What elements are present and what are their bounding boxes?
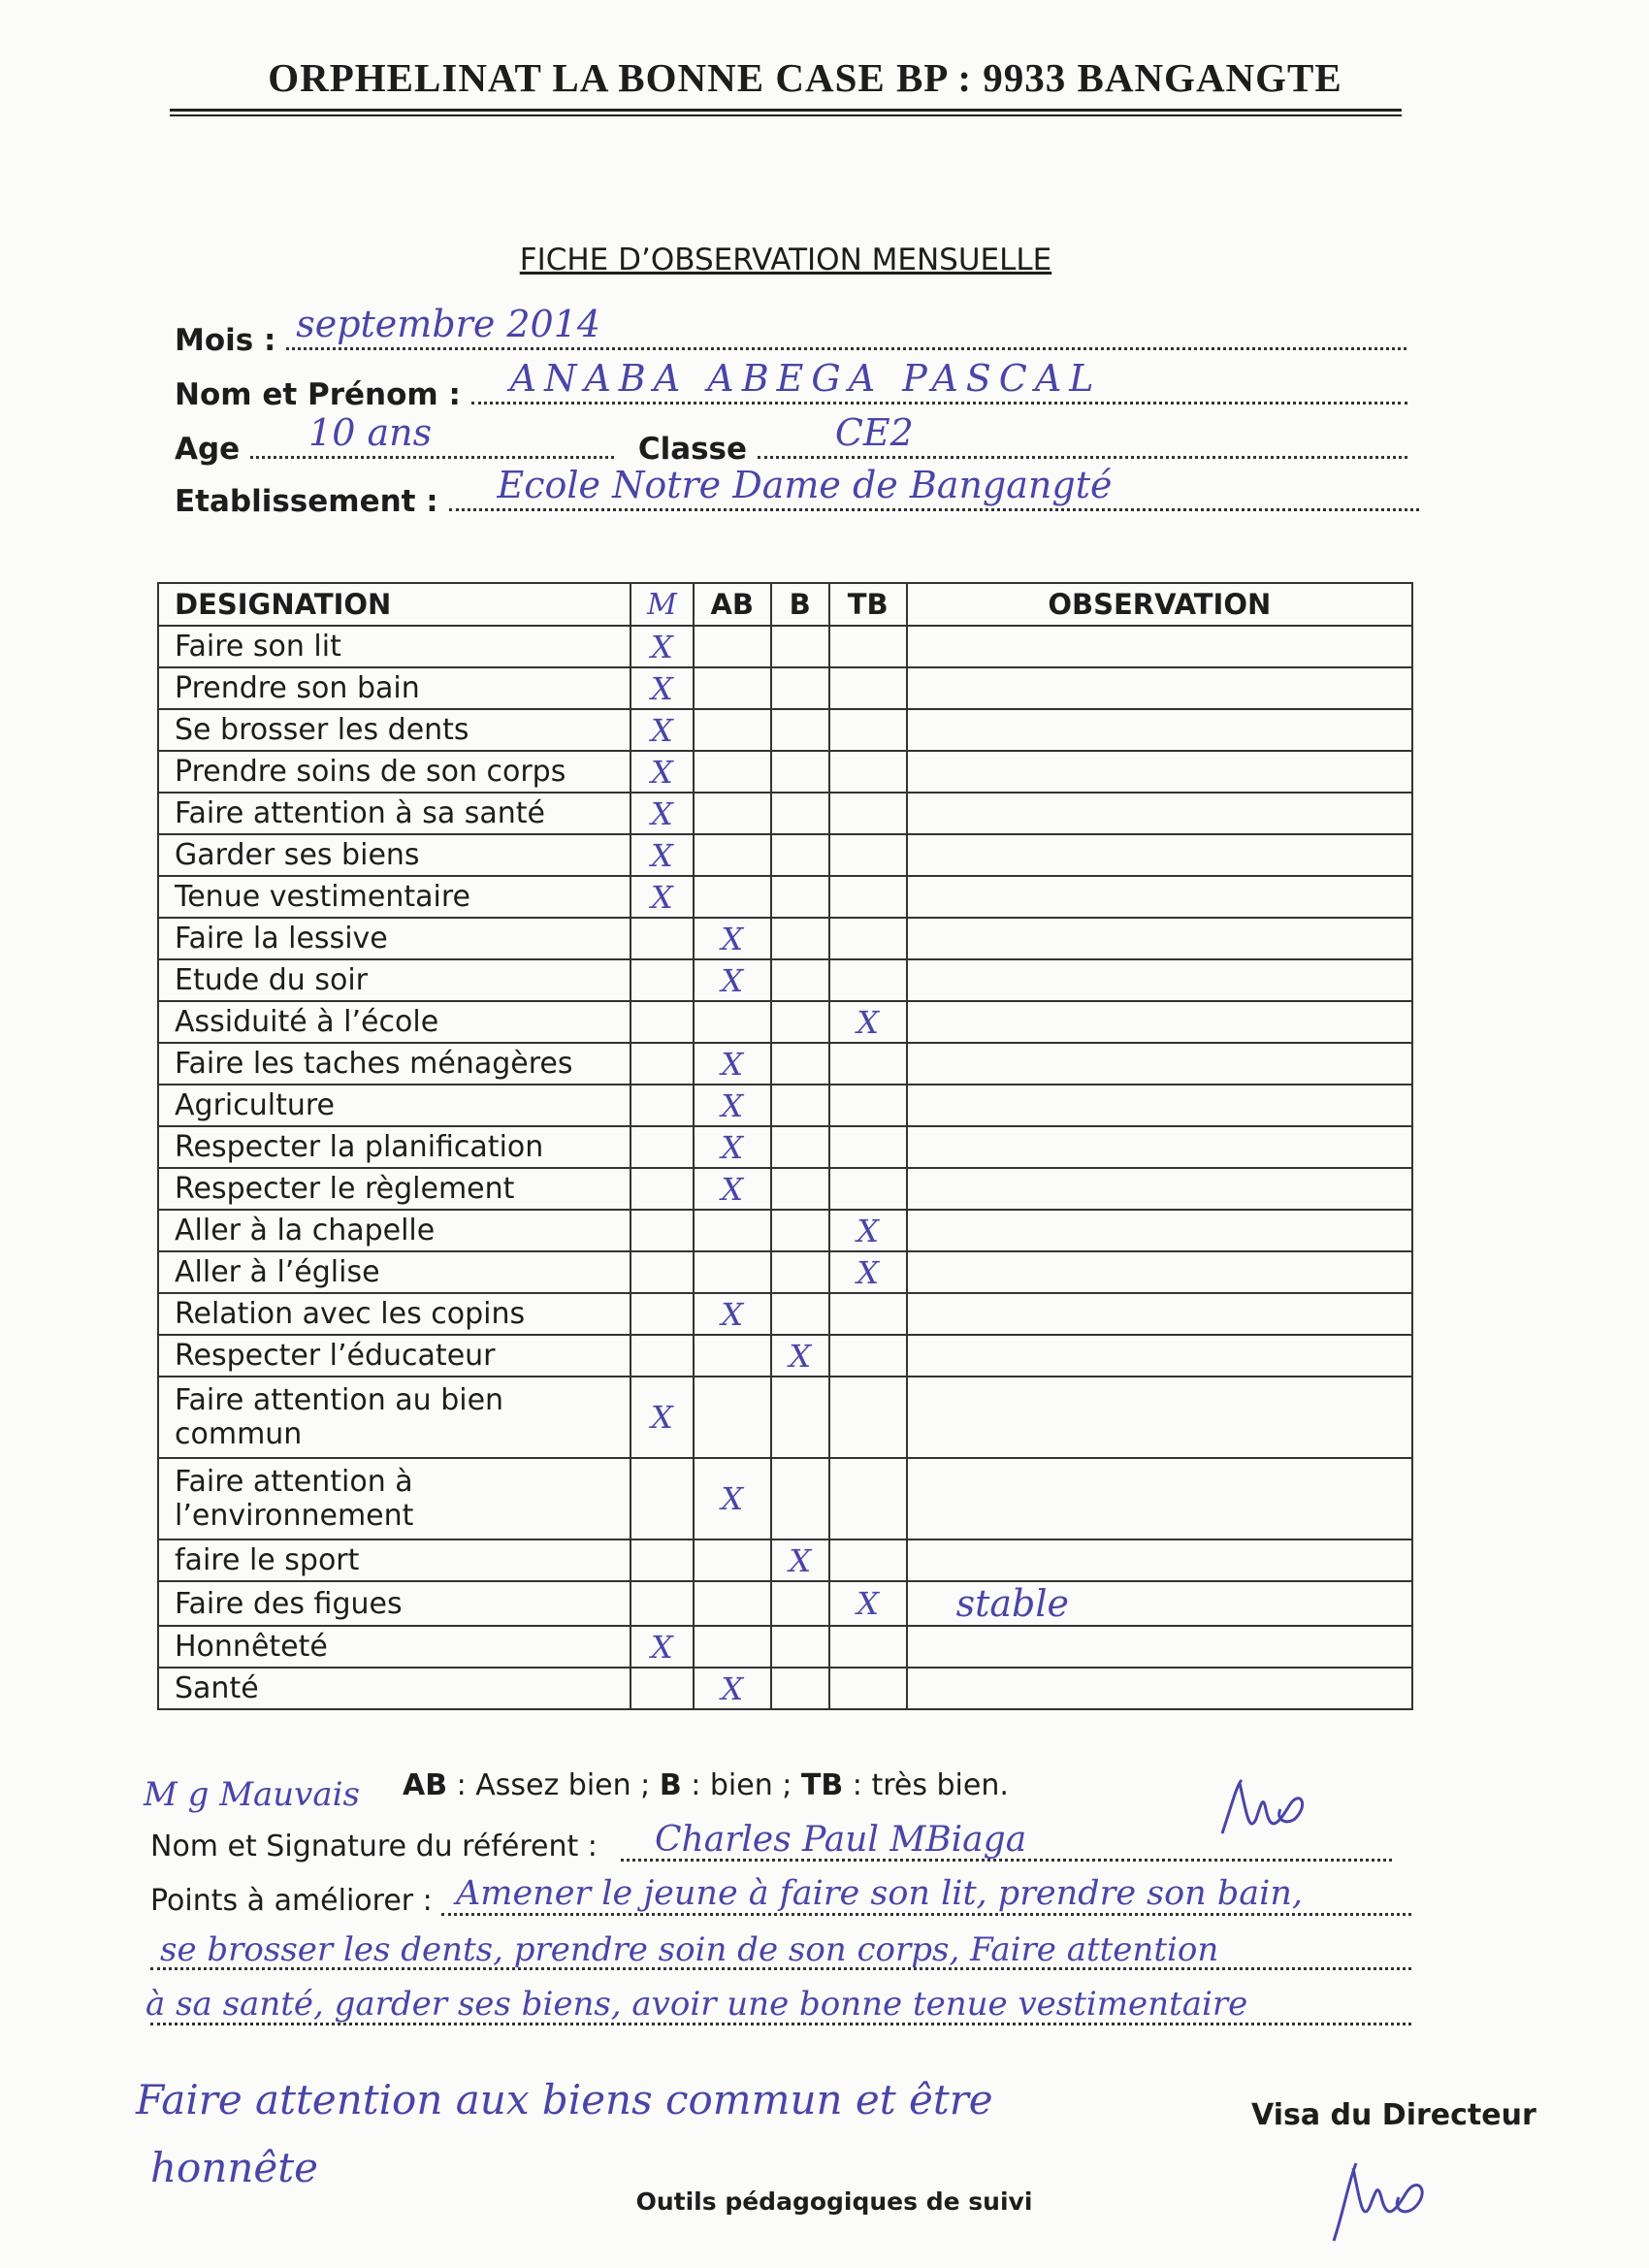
designation-cell: Respecter l’éducateur [158,1335,630,1377]
observation-cell [907,834,1412,876]
designation-cell: Faire attention à l’environnement [158,1458,630,1539]
mark-tb-cell [829,793,907,834]
mark-b-cell [771,1377,829,1458]
mois-label: Mois : [175,323,276,358]
mark-ab-cell: X [694,1085,771,1126]
table-row [158,1210,1412,1251]
mark-ab-cell [694,1539,771,1581]
mark-ab-cell: X [694,1168,771,1210]
designation-cell: Tenue vestimentaire [158,876,630,918]
designation-cell: Relation avec les copins [158,1293,630,1335]
observation-cell [907,793,1412,834]
table-row [158,667,1412,709]
mark-ab-cell [694,876,771,918]
mark-tb-cell [829,1335,907,1377]
mark-ab-cell [694,834,771,876]
table-header-row [158,583,1412,626]
classe-dotted-line [758,411,1407,459]
observation-cell [907,876,1412,918]
points-line-4: Faire attention aux biens commun et être [136,2076,993,2123]
observation-cell [907,1085,1412,1126]
mark-ab-cell [694,1377,771,1458]
designation-cell: Faire son lit [158,626,630,667]
mark-tb-cell [829,1126,907,1168]
mark-ab-cell [694,1626,771,1668]
observation-cell [907,959,1412,1001]
mark-m-cell: X [630,876,694,918]
mark-b-cell [771,1581,829,1626]
mark-m-cell [630,1001,694,1043]
legend-b-key: B [659,1768,682,1802]
table-row [158,834,1412,876]
mark-tb-cell [829,959,907,1001]
mark-m-cell [630,959,694,1001]
mark-m-cell [630,1335,694,1377]
mark-m-cell [630,1085,694,1126]
designation-cell: Etude du soir [158,959,630,1001]
age-value: 10 ans [308,411,433,454]
observation-cell [907,1377,1412,1458]
table-row [158,1626,1412,1668]
mark-b-cell [771,1085,829,1126]
legend-ab-text: : Assez bien ; [447,1768,660,1802]
mark-b-cell [771,751,829,793]
mark-b-cell [771,959,829,1001]
mark-ab-cell [694,709,771,751]
designation-cell: Prendre son bain [158,667,630,709]
mark-ab-cell [694,667,771,709]
points-line-1: Amener le jeune à faire son lit, prendre son bain, [456,1874,1303,1913]
table-row [158,751,1412,793]
mark-m-cell: X [630,834,694,876]
designation-cell: Assiduité à l’école [158,1001,630,1043]
mark-b-cell [771,1293,829,1335]
mark-tb-cell [829,1377,907,1458]
observation-cell [907,751,1412,793]
table-row [158,1126,1412,1168]
observation-table [157,582,1413,1710]
etablissement-value: Ecole Notre Dame de Bangangté [497,464,1113,506]
designation-cell: Faire les taches ménagères [158,1043,630,1085]
nom-field [175,357,1407,412]
mark-ab-cell: X [694,1043,771,1085]
age-dotted-line [250,411,614,459]
mark-m-cell [630,1581,694,1626]
observation-cell [907,1001,1412,1043]
mark-tb-cell [829,918,907,959]
header-rule [170,109,1402,116]
points-line-3: à sa santé, garder ses biens, avoir une bonne tenue vestimentaire [146,1985,1248,2024]
referent-value: Charles Paul MBiaga [655,1820,1027,1860]
mark-m-cell: X [630,751,694,793]
mark-ab-cell: X [694,959,771,1001]
observation-cell [907,1626,1412,1668]
mark-b-cell [771,1043,829,1085]
table-row [158,1293,1412,1335]
mark-ab-cell [694,1001,771,1043]
nom-value: ANABA ABEGA PASCAL [509,357,1102,400]
mark-m-cell [630,1668,694,1709]
observation-cell [907,1668,1412,1709]
age-label: Age [175,432,241,467]
table-row [158,1539,1412,1581]
mark-ab-cell [694,1251,771,1293]
etablissement-field [175,464,1419,519]
designation-cell: Aller à la chapelle [158,1210,630,1251]
age-classe-field [175,411,1407,467]
table-row [158,1581,1412,1626]
observation-cell [907,1293,1412,1335]
nom-dotted-line [471,357,1407,405]
designation-cell: Faire attention à sa santé [158,793,630,834]
mark-m-cell [630,1168,694,1210]
legend-tb-key: TB [800,1768,844,1802]
mark-m-cell [630,1251,694,1293]
classe-value: CE2 [834,411,914,454]
table-body [158,626,1412,1709]
mark-ab-cell: X [694,1126,771,1168]
designation-cell: Garder ses biens [158,834,630,876]
mark-b-cell [771,1168,829,1210]
mark-ab-cell [694,793,771,834]
mark-tb-cell [829,626,907,667]
table-row [158,1377,1412,1458]
mark-ab-cell [694,1581,771,1626]
designation-cell: Respecter le règlement [158,1168,630,1210]
mark-b-cell [771,1126,829,1168]
points-line-2: se brosser les dents, prendre soin de son corps, Faire attention [160,1930,1219,1969]
points-label: Points à améliorer : [150,1884,433,1918]
mark-m-cell: X [630,1626,694,1668]
observation-cell [907,709,1412,751]
mark-tb-cell [829,834,907,876]
header-observation: OBSERVATION [907,583,1412,626]
points-line-5: honnête [150,2144,319,2191]
observation-cell: stable [907,1581,1412,1626]
table-row [158,1085,1412,1126]
form-title: FICHE D’OBSERVATION MENSUELLE [519,243,1052,277]
designation-cell: Se brosser les dents [158,709,630,751]
mark-b-cell [771,1458,829,1539]
etablissement-dotted-line [449,464,1419,511]
mark-ab-cell: X [694,918,771,959]
observation-cell [907,1335,1412,1377]
referent-signature [1203,1766,1319,1853]
points-dotted-line-1 [441,1913,1411,1916]
designation-cell: Agriculture [158,1085,630,1126]
mark-ab-cell: X [694,1458,771,1539]
table-row [158,1458,1412,1539]
nom-label: Nom et Prénom : [175,377,461,412]
mark-b-cell [771,667,829,709]
mark-m-cell [630,1043,694,1085]
observation-cell [907,1458,1412,1539]
mark-ab-cell [694,626,771,667]
mark-m-cell [630,1293,694,1335]
legend-tb-text: : très bien. [843,1768,1009,1802]
mark-m-cell [630,1458,694,1539]
observation-cell [907,918,1412,959]
mark-b-cell [771,834,829,876]
observation-cell [907,667,1412,709]
mark-tb-cell [829,1668,907,1709]
mark-ab-cell [694,1210,771,1251]
mark-tb-cell: X [829,1001,907,1043]
mark-b-cell [771,918,829,959]
mark-b-cell [771,1626,829,1668]
designation-cell: Prendre soins de son corps [158,751,630,793]
mark-tb-cell [829,751,907,793]
mark-m-cell: X [630,793,694,834]
mark-tb-cell [829,1293,907,1335]
table-row [158,959,1412,1001]
visa-label: Visa du Directeur [1251,2098,1536,2132]
table-row [158,1043,1412,1085]
mark-tb-cell [829,667,907,709]
table-row [158,793,1412,834]
mark-tb-cell: X [829,1210,907,1251]
header-b: B [771,583,829,626]
mark-ab-cell [694,1335,771,1377]
footer-text: Outils pédagogiques de suivi [635,2187,1033,2216]
mark-tb-cell [829,1626,907,1668]
organization-title: ORPHELINAT LA BONNE CASE BP : 9933 BANGANGTE [268,55,1342,100]
table-row [158,626,1412,667]
header-m: M [630,583,694,626]
observation-cell [907,1251,1412,1293]
legend-b-text: : bien ; [681,1768,801,1802]
mark-b-cell [771,876,829,918]
observation-cell [907,1043,1412,1085]
designation-cell: Aller à l’église [158,1251,630,1293]
designation-cell: Faire la lessive [158,918,630,959]
mark-b-cell: X [771,1539,829,1581]
designation-cell: Santé [158,1668,630,1709]
mark-m-cell [630,1539,694,1581]
mark-b-cell [771,1251,829,1293]
mark-b-cell: X [771,1335,829,1377]
mark-m-cell [630,1210,694,1251]
table-row [158,1668,1412,1709]
mois-value: septembre 2014 [296,303,601,345]
table-row [158,1335,1412,1377]
mark-b-cell [771,1668,829,1709]
classe-label: Classe [637,432,748,467]
table-row [158,1168,1412,1210]
mark-tb-cell [829,709,907,751]
mark-tb-cell [829,1458,907,1539]
mark-m-cell: X [630,667,694,709]
mark-ab-cell [694,751,771,793]
mark-b-cell [771,626,829,667]
table-row [158,1001,1412,1043]
mois-dotted-line [286,303,1406,350]
referent-label: Nom et Signature du référent : [150,1830,598,1863]
table-row [158,918,1412,959]
observation-cell [907,1539,1412,1581]
legend [403,1768,1009,1802]
table-row [158,876,1412,918]
etablissement-label: Etablissement : [175,484,438,519]
observation-cell [907,1210,1412,1251]
mark-m-cell: X [630,1377,694,1458]
mark-b-cell [771,1210,829,1251]
designation-cell: Faire des figues [158,1581,630,1626]
designation-cell: Respecter la planification [158,1126,630,1168]
mark-ab-cell: X [694,1668,771,1709]
mark-m-cell [630,1126,694,1168]
mark-tb-cell [829,1085,907,1126]
mois-field [175,303,1406,358]
mark-b-cell [771,1001,829,1043]
legend-ab-key: AB [403,1768,448,1802]
designation-cell: Honnêteté [158,1626,630,1668]
mark-tb-cell [829,1043,907,1085]
mark-m-cell [630,918,694,959]
mark-tb-cell [829,1539,907,1581]
mark-tb-cell [829,1168,907,1210]
mark-b-cell [771,793,829,834]
table-row [158,709,1412,751]
table-row [158,1251,1412,1293]
mark-m-cell: X [630,709,694,751]
observation-cell [907,1168,1412,1210]
header-designation: DESIGNATION [158,583,630,626]
observation-cell [907,626,1412,667]
mark-ab-cell: X [694,1293,771,1335]
designation-cell: faire le sport [158,1539,630,1581]
mark-tb-cell: X [829,1581,907,1626]
designation-cell: Faire attention au bien commun [158,1377,630,1458]
header-ab: AB [694,583,771,626]
mark-b-cell [771,709,829,751]
margin-note: M g Mauvais [144,1775,360,1814]
header-tb: TB [829,583,907,626]
mark-m-cell: X [630,626,694,667]
mark-tb-cell [829,876,907,918]
observation-cell [907,1126,1412,1168]
mark-tb-cell: X [829,1251,907,1293]
